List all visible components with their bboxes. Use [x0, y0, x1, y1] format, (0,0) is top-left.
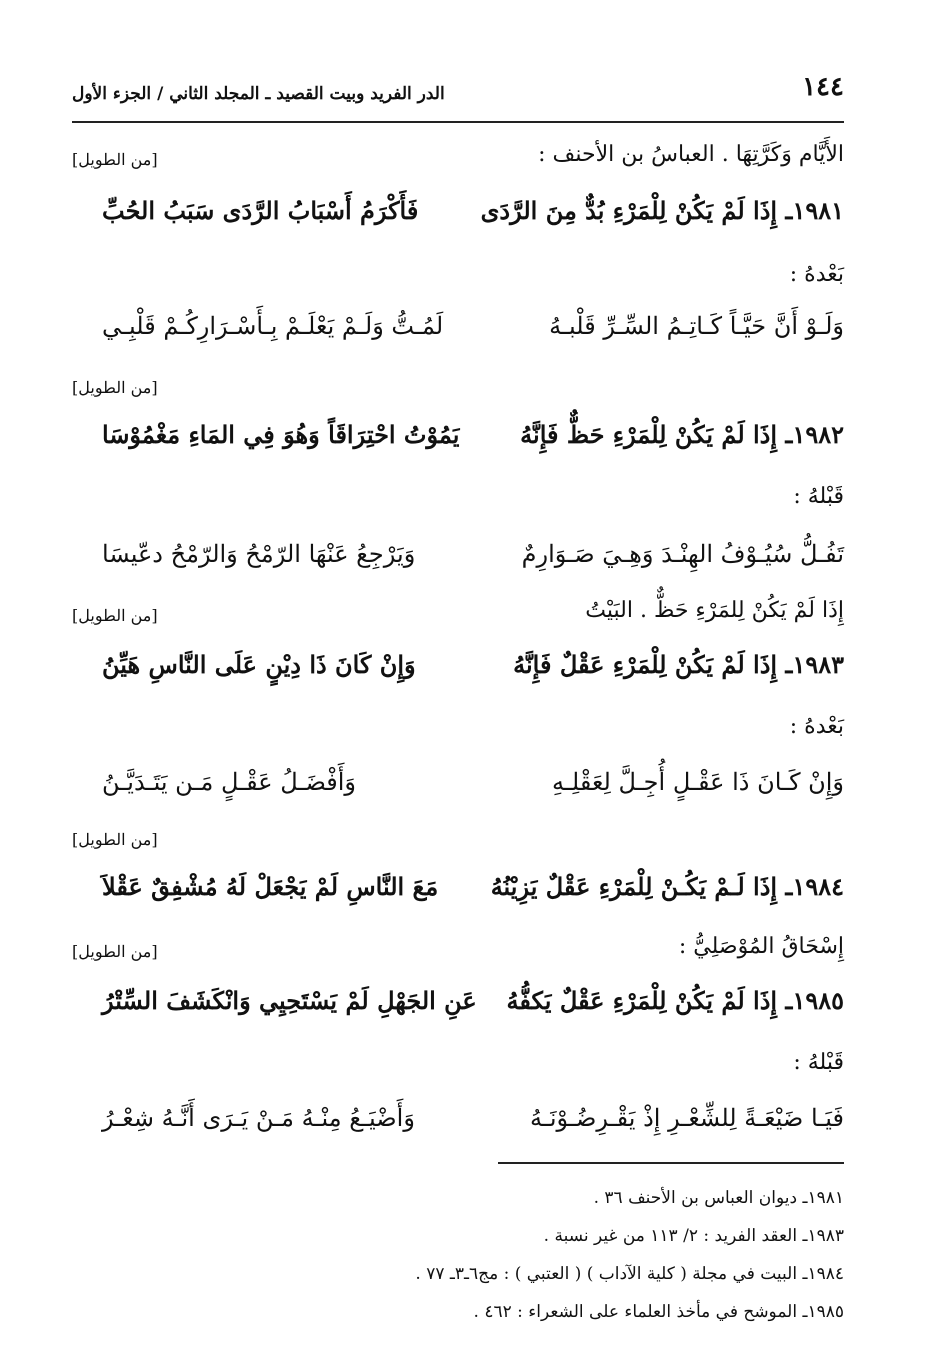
- verse-second-hemistich: مَعَ النَّاسِ لَمْ يَجْعَلْ لَهُ مُشْفِقٌ عَقْلاَ: [102, 872, 439, 901]
- verse-first-hemistich: ١٩٨٤ـ إِذَا لَـمْ يَكُـنْ لِلْمَرْءِ عَقْلٌ يَزِيْنُهُ: [490, 872, 844, 901]
- verse-first-hemistich: ١٩٨١ـ إِذَا لَمْ يَكُنْ لِلْمَرْءِ بُدٌّ مِنَ الرَّدَى: [480, 196, 844, 225]
- meter-label: [من الطويل]: [72, 830, 158, 849]
- prose-text: إِذَا لَمْ يَكُنْ لِلمَرْءِ حَظٌّ . البَيْتُ: [585, 598, 844, 623]
- after-label: [72, 262, 844, 308]
- prose-text: بَعْدهُ :: [789, 714, 844, 739]
- running-title: الدر الفريد وبيت القصيد ـ المجلد الثاني / الجزء الأول: [72, 84, 445, 104]
- prose-text: قَبْلهُ :: [793, 484, 844, 509]
- prose-text: الأَيَّام وَكَرَّتِهَا . العباسُ بن الأحنف :: [538, 142, 844, 167]
- verse-1982: [72, 420, 844, 466]
- intro-line-abbas: [72, 142, 844, 188]
- after-label: [72, 714, 844, 760]
- header-rule: [72, 121, 844, 123]
- meter-label: [من الطويل]: [72, 378, 158, 397]
- footnote-1984: ١٩٨٤ـ البيت في مجلة ( كلية الآداب ) ( العتبي ) : مج٦ـ٣ـ ٧٧ .: [415, 1264, 844, 1284]
- intro-line-mawsili: [72, 934, 844, 980]
- prose-text: بَعْدهُ :: [789, 262, 844, 287]
- verse-first-hemistich: ١٩٨٥ـ إِذَا لَمْ يَكُنْ لِلْمَرْءِ عَقْلٌ يَكفُّهُ: [506, 986, 844, 1015]
- verse-line: [72, 540, 844, 586]
- verse-first-hemistich: ١٩٨٣ـ إِذَا لَمْ يَكُنْ لِلْمَرْءِ عَقْلٌ فَإِنَّهُ: [513, 650, 844, 679]
- footnote-1983: ١٩٨٣ـ العقد الفريد : ٢/ ١١٣ من غير نسبة .: [543, 1226, 844, 1246]
- footnote-rule: [498, 1162, 844, 1164]
- before-label: [72, 1050, 844, 1096]
- footnote-1985: ١٩٨٥ـ الموشح في مأخذ العلماء على الشعراء : ٤٦٢ .: [473, 1302, 844, 1322]
- verse-second-hemistich: عَنِ الجَهْلِ لَمْ يَسْتَحِيِي وَانْكَشَفَ السِّتْرُ: [102, 986, 477, 1015]
- page-header: [72, 70, 844, 110]
- page-number: ١٤٤: [802, 72, 844, 102]
- reference-line: [72, 598, 844, 644]
- verse-second-hemistich: وَأَضْيَـعُ مِنْـهُ مَـنْ يَـرَى أَنَّـهُ شِعْـرُ: [102, 1104, 415, 1132]
- meter-label: [من الطويل]: [72, 942, 158, 961]
- verse-line: [72, 768, 844, 814]
- verse-second-hemistich: يَمُوْتُ احْتِرَاقَاً وَهُوَ فِي المَاءِ مَغْمُوْسَا: [102, 420, 460, 449]
- verse-second-hemistich: فَأَكْرَمُ أَسْبَابُ الرَّدَى سَبَبُ الحُبِّ: [102, 196, 419, 225]
- meter-line: [72, 370, 844, 416]
- verse-first-hemistich: تَفُـلُّ سُيُـوْفُ الهِنْـدَ وَهِـيَ صَـوَارِمٌ: [521, 540, 844, 568]
- verse-first-hemistich: فَيَـا ضَيْعَـةً لِلشِّعْـرِ إِذْ يَقْـرِضُـوْنَـهُ: [529, 1104, 844, 1132]
- meter-line: [72, 822, 844, 868]
- verse-1985: [72, 986, 844, 1032]
- meter-label: [من الطويل]: [72, 150, 158, 169]
- prose-text: إِسْحَاقُ المُوْصَلِيُّ :: [678, 934, 844, 959]
- verse-second-hemistich: وَإِنْ كَانَ ذَا دِيْنٍ عَلَى النَّاسِ هَيِّنُ: [102, 650, 416, 679]
- verse-first-hemistich: ١٩٨٢ـ إِذَا لَمْ يَكُنْ لِلْمَرْءِ حَظٌّ فَإِنَّهُ: [520, 420, 844, 449]
- verse-first-hemistich: وَإِنْ كَـانَ ذَا عَقْـلٍ أُجِـلَّ لِعَقْلِـهِ: [551, 768, 844, 796]
- meter-label: [من الطويل]: [72, 606, 158, 625]
- verse-1984: [72, 872, 844, 918]
- verse-first-hemistich: وَلَـوْ أَنَّ حَيَّـاً كَـاتِـمُ السِّـرِّ قَلْبـهُ: [549, 312, 844, 340]
- verse-line: [72, 312, 844, 358]
- verse-line: [72, 1104, 844, 1150]
- prose-text: قَبْلهُ :: [793, 1050, 844, 1075]
- verse-second-hemistich: وَيَرْجِعُ عَنْهَا الرّمْحُ وَالرّمْحُ دعّيسَا: [102, 540, 416, 568]
- footnote-1981: ١٩٨١ـ ديوان العباس بن الأحنف ٣٦ .: [593, 1188, 844, 1208]
- verse-second-hemistich: وَأَفْضَـلُ عَقْـلٍ مَـن يَتَـدَيَّـنُ: [102, 768, 356, 796]
- verse-1983: [72, 650, 844, 696]
- before-label: [72, 484, 844, 530]
- verse-1981: [72, 196, 844, 242]
- verse-second-hemistich: لَمُـتُّ وَلَـمْ يَعْلَـمْ بِـأَسْـرَارِكُـمْ قَلْبِـي: [102, 312, 444, 340]
